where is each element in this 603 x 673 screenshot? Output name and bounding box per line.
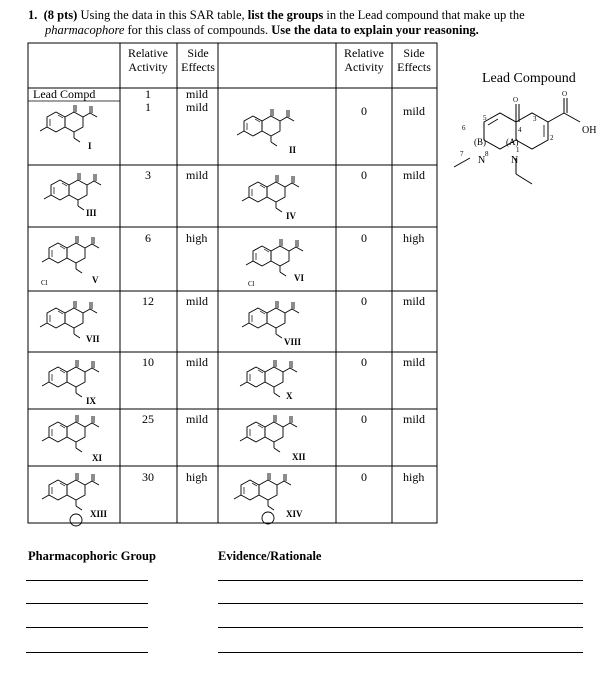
- side-effect-right: high: [403, 231, 425, 245]
- compound-id-left: V: [92, 275, 99, 285]
- position-2: 2: [550, 134, 554, 142]
- chlorine-label: Cl: [248, 280, 255, 288]
- question-points: (8 pts): [43, 8, 78, 22]
- compound-id-right: XIV: [286, 509, 303, 519]
- structure-left: [42, 360, 99, 397]
- answer-line-evidence-1[interactable]: [218, 580, 583, 581]
- answer-line-evidence-3[interactable]: [218, 627, 583, 628]
- compound-id-left: VII: [86, 334, 100, 344]
- activity-right: 0: [361, 355, 367, 369]
- header-effects-right: Effects: [397, 60, 431, 74]
- table-row: [42, 470, 424, 526]
- answer-line-group-4[interactable]: [26, 652, 148, 653]
- table-row: [40, 87, 425, 155]
- answer-line-group-2[interactable]: [26, 603, 148, 604]
- structure-left: [42, 415, 99, 452]
- header-activity-left: Activity: [128, 60, 168, 74]
- side-effect-right: mild: [403, 412, 426, 426]
- question-number: 1.: [28, 8, 38, 22]
- compound-id-right: VI: [294, 273, 305, 283]
- structure-right: [242, 301, 299, 338]
- compound-id-left: XIII: [90, 509, 108, 519]
- answer-line-group-1[interactable]: [26, 580, 148, 581]
- activity-right: 0: [361, 412, 367, 426]
- side-effect-right: mild: [403, 168, 426, 182]
- compound-id-left: IX: [86, 396, 97, 406]
- side-effect-left: mild: [186, 100, 209, 114]
- compound-id-right: VIII: [284, 337, 302, 347]
- activity-left: 6: [145, 231, 151, 245]
- question-part: Using the data in this SAR table,: [77, 8, 248, 22]
- side-effect-right: mild: [403, 104, 426, 118]
- activity-left: 1: [145, 100, 151, 114]
- table-row: [42, 412, 425, 463]
- nitrogen-label: N: [511, 155, 519, 166]
- activity-right: 0: [361, 294, 367, 308]
- nitrogen-label: N: [478, 155, 486, 166]
- side-effect-right: mild: [403, 355, 426, 369]
- compound-id-left: I: [88, 141, 92, 151]
- position-4: 4: [518, 126, 522, 134]
- header-activity-right: Activity: [344, 60, 384, 74]
- lead-compound-structure: [454, 71, 596, 184]
- lead-compd-label: Lead Compd: [33, 87, 96, 101]
- question-part: in the Lead compound that make up the: [323, 8, 525, 22]
- activity-left: 10: [142, 355, 154, 369]
- activity-right: 0: [361, 104, 367, 118]
- position-8: 8: [485, 150, 489, 158]
- header-relative-left: Relative: [128, 46, 168, 60]
- header-effects-left: Effects: [181, 60, 215, 74]
- table-row: [44, 168, 425, 221]
- activity-right: 0: [361, 231, 367, 245]
- structure-right: [242, 175, 299, 212]
- structure-left: [44, 173, 101, 210]
- compound-id-right: IV: [286, 211, 297, 221]
- side-effect-left: high: [186, 231, 208, 245]
- activity-left: 30: [142, 470, 154, 484]
- compound-id-left: XI: [92, 453, 103, 463]
- side-effect-right: high: [403, 470, 425, 484]
- chlorine-label: Cl: [41, 279, 48, 287]
- answer-line-evidence-4[interactable]: [218, 652, 583, 653]
- sar-table-grid: [28, 43, 437, 523]
- side-effect-left: high: [186, 470, 208, 484]
- structure-left: [40, 105, 97, 142]
- activity-left: 25: [142, 412, 154, 426]
- evidence-rationale-heading: Evidence/Rationale: [218, 549, 322, 563]
- side-effect-lead: mild: [186, 87, 209, 101]
- compound-id-right: X: [286, 391, 293, 401]
- structure-left: [42, 473, 99, 510]
- side-effect-left: mild: [186, 294, 209, 308]
- ring-a-label: (A): [506, 137, 519, 147]
- position-6: 6: [462, 124, 466, 132]
- table-row: [41, 231, 424, 288]
- activity-lead: 1: [145, 87, 151, 101]
- structure-right: [237, 109, 294, 146]
- question-emphasis: list the groups: [247, 8, 324, 22]
- ring-b-label: (B): [474, 137, 486, 147]
- compound-id-left: III: [86, 208, 97, 218]
- structure-left: [40, 301, 97, 338]
- question-term: pharmacophore: [45, 23, 125, 37]
- compound-id-right: II: [289, 145, 297, 155]
- side-effect-left: mild: [186, 168, 209, 182]
- position-5: 5: [483, 114, 487, 122]
- activity-right: 0: [361, 470, 367, 484]
- activity-left: 12: [142, 294, 154, 308]
- header-side-right: Side: [403, 46, 425, 60]
- header-relative-right: Relative: [344, 46, 384, 60]
- oxygen-label: O: [562, 90, 568, 98]
- position-3: 3: [533, 115, 537, 123]
- lead-compound-title: Lead Compound: [482, 71, 576, 86]
- structure-right: [234, 473, 291, 510]
- header-side-left: Side: [187, 46, 209, 60]
- structure-right: [240, 415, 297, 452]
- structure-left: [42, 236, 99, 273]
- side-effect-right: mild: [403, 294, 426, 308]
- hydroxyl-label: OH: [582, 125, 597, 136]
- question-emphasis: Use the data to explain your reasoning.: [271, 23, 479, 37]
- activity-left: 3: [145, 168, 151, 182]
- side-effect-left: mild: [186, 412, 209, 426]
- compound-id-right: XII: [292, 452, 306, 462]
- table-row: [40, 294, 425, 347]
- table-row: [42, 355, 425, 406]
- answer-line-evidence-2[interactable]: [218, 603, 583, 604]
- position-7: 7: [460, 150, 464, 158]
- structure-right: [246, 239, 303, 276]
- activity-right: 0: [361, 168, 367, 182]
- pharmacophoric-group-heading: Pharmacophoric Group: [28, 549, 156, 563]
- position-1: 1: [516, 146, 520, 154]
- side-effect-left: mild: [186, 355, 209, 369]
- oxygen-label: O: [513, 96, 519, 104]
- answer-line-group-3[interactable]: [26, 627, 148, 628]
- question-part: for this class of compounds.: [124, 23, 272, 37]
